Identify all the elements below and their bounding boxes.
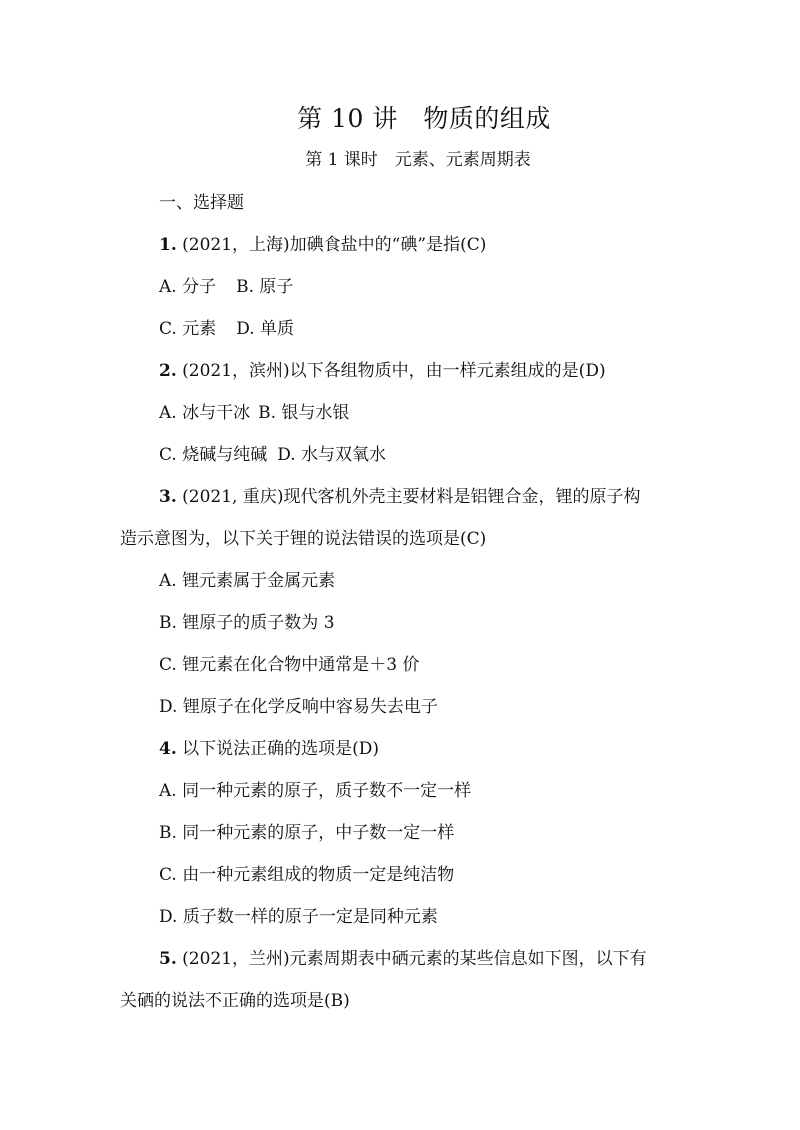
option-row (159, 275, 293, 299)
question-stem: (2021，兰州)元素周期表中硒元素的某些信息如下图，以下有 (176, 949, 647, 969)
option-c: C. 锂元素在化合物中通常是＋3 价 (159, 655, 420, 675)
option-d: D. 单质 (236, 319, 295, 339)
option-c: C. 由一种元素组成的物质一定是纯洁物 (159, 865, 455, 885)
lesson-subtitle: 第 1 课时 元素、元素周期表 (305, 150, 531, 170)
option-a: A. 锂元素属于金属元素 (159, 571, 336, 591)
option-d: D. 水与双氧水 (277, 445, 387, 465)
question-number: 3. (159, 487, 177, 507)
question-3 (159, 485, 641, 509)
question-number: 1. (159, 235, 177, 255)
question-number: 5. (159, 949, 177, 969)
option-d: D. 质子数一样的原子一定是同种元素 (159, 907, 438, 927)
section-heading: 一、选择题 (159, 193, 244, 213)
question-3-continued: 造示意图为，以下关于锂的说法错误的选项是(C) (120, 529, 487, 549)
lesson-title: 第 10 讲 物质的组成 (297, 104, 551, 133)
question-stem: (2021，上海)加碘食盐中的“碘”是指(C) (176, 235, 487, 255)
option-b: B. 同一种元素的原子，中子数一定一样 (159, 823, 455, 843)
option-a: A. 冰与干冰 (159, 403, 251, 423)
option-a: A. 分子 (159, 277, 217, 297)
question-stem: (2021，滨州)以下各组物质中，由一样元素组成的是(D) (176, 361, 606, 381)
option-b: B. 银与水银 (258, 403, 350, 423)
question-4 (159, 737, 379, 761)
option-row (159, 443, 386, 467)
question-5 (159, 947, 647, 971)
question-1 (159, 233, 486, 257)
option-b: B. 锂原子的质子数为 3 (159, 613, 335, 633)
option-c: C. 烧碱与纯碱 (159, 445, 268, 465)
option-b: B. 原子 (236, 277, 294, 297)
option-row (159, 401, 349, 425)
option-row (159, 317, 294, 341)
question-stem: 以下说法正确的选项是(D) (176, 739, 380, 759)
option-d: D. 锂原子在化学反响中容易失去电子 (159, 697, 438, 717)
question-2 (159, 359, 606, 383)
question-5-continued: 关硒的说法不正确的选项是(B) (120, 991, 350, 1011)
question-number: 4. (159, 739, 177, 759)
question-number: 2. (159, 361, 177, 381)
option-c: C. 元素 (159, 319, 217, 339)
option-a: A. 同一种元素的原子，质子数不一定一样 (159, 781, 472, 801)
question-stem: (2021, 重庆)现代客机外壳主要材料是铝锂合金，锂的原子构 (176, 487, 641, 507)
